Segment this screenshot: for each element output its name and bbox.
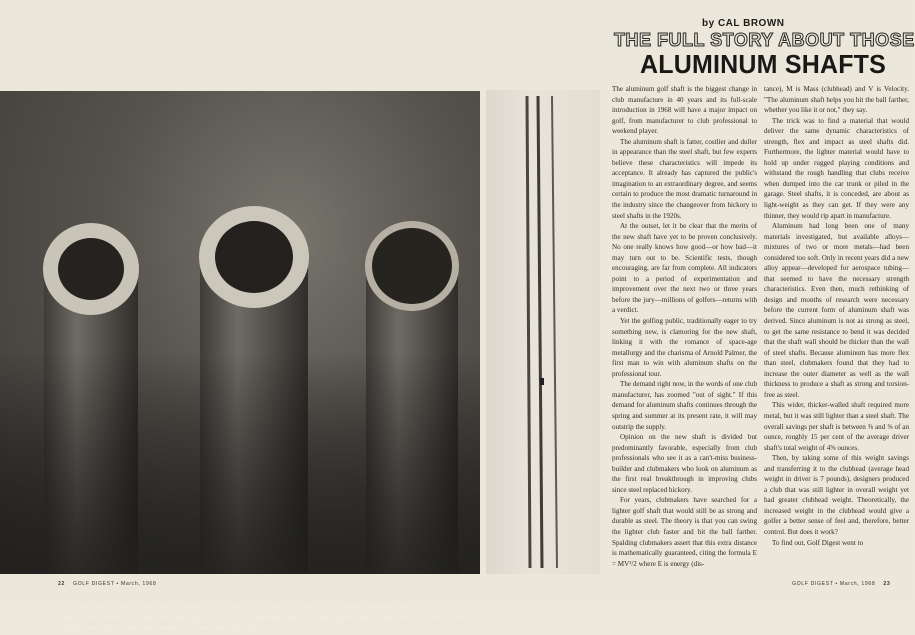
- true-temper-shaft-bore: [215, 221, 293, 293]
- headline: ALUMINUM SHAFTS: [640, 50, 887, 80]
- true-temper-full-shaft: [538, 96, 542, 568]
- paragraph: The demand right now, in the words of one club manufacturer, has zoomed "out of sight." If this demand for aluminum shafts continues through the spring and summer at its present rate, it will may outstrip the supply.: [612, 380, 757, 431]
- footer-left-text: GOLF DIGEST • March, 1968: [73, 581, 157, 587]
- paragraph: Then, by taking some of this weight savings and transferring it to the clubhead (average head weight in driver is 7 pounds), designers produced a club that was still lighter in overall weight yet had greater clubhead weight. Theoretically, the increased weight in the clubhead would give a golfer a better sense of feel and, therefore, better control. But does it work?: [764, 454, 909, 536]
- paragraph: To find out, Golf Digest went to: [772, 538, 864, 547]
- full-shafts-illustration: [486, 90, 600, 574]
- article-column-1: [612, 84, 757, 582]
- page-number-right: 23: [883, 581, 891, 587]
- footer-right-text: GOLF DIGEST • March, 1968: [792, 581, 876, 587]
- byline: by CAL BROWN: [702, 18, 785, 29]
- footer-right: [792, 581, 896, 587]
- paragraph: This wider, thicker-walled shaft required more metal, but it was still lighter than a steel shaft. The overall savings per shaft is between ⅜ and ⅝ of an ounce, roughly 15 per cent of the average driver shaft's total weight of 4⅝ ounces.: [764, 401, 909, 452]
- shaft-tips-illustration: [0, 91, 480, 574]
- photo-shadow: [0, 351, 480, 574]
- headline-outline: THE FULL STORY ABOUT THOSE: [614, 30, 915, 50]
- paragraph: tance), M is Mass (clubhead) and V is Velocity. "The aluminum shaft helps you hit the ball farther, whether you like it or not," they say.: [764, 85, 909, 115]
- page-number-left: 22: [58, 581, 65, 587]
- steel-shaft-bore: [372, 228, 452, 304]
- paragraph: Opinion on the new shaft is divided but predominantly favorable, especially from club professionals who see it as a can't-miss business-builder and clubmakers who look on aluminum as the first real breakthrough in improving clubs since steel replaced hickory.: [612, 433, 757, 494]
- paragraph: The trick was to find a material that would deliver the same dynamic characteristics of strength, flex and impact as steel shafts did. Furthermore, the lighter material would have to hold up under rugged playing conditions and withstand the rough handling that clubs receive when dumped into the car trunk or piled in the garage. Steel shafts, it is conceded, are about as light-weight as they can get. If they were any thinner, they would rip apart in manufacture.: [764, 116, 909, 220]
- paragraph: Aluminum had long been one of many materials investigated, but available alloys—mixtures of two or more metals—had been considered too soft. Only in recent years did a new alloy appear—developed for aerospace tubing—that seemed to have the necessary strength characteristics. Even then, much rethinking of design and months of research were necessary before the current form of aluminum shaft was derived. Since aluminum is not as strong as steel, to get the same resistance to bend it was decided that the shaft wall should be thicker than the wall of steel shafts. Because aluminum has more flex than steel, clubmakers found that they had to increase the outer diameter as well as the wall thickness to produce a shaft as strong and torsion-free as steel.: [764, 222, 909, 399]
- lefiell-full-shaft: [527, 96, 530, 568]
- article-column-2: [764, 84, 909, 582]
- photo-caption: This closeup photo of their tip ends shows the difference in wall thickness and diameter between the two leading aluminum shafts (LeFiell's at left, True Temper's in the center) and a typical steel shaft (right). Both LeFiell's smooth shaft and True Temper's tapered one (left and center respectively in photo at right) are less shiny and weigh less than the present steel shaft at far right.: [58, 604, 478, 633]
- paragraph: The aluminum golf shaft is the biggest change in club manufacture in 40 years and its full-scale introduction in 1968 will have a major impact on golf, from manufacturer to club professional to weekend player.: [612, 85, 757, 136]
- paragraph: The aluminum shaft is fatter, costlier and duller in appearance than the steel shaft, but few experts believe these characteristics will impede its acceptance. It already has captured the public's imagination to an extraordinary degree, and seems certain to produce the most dramatic turnaround in the industry since the changeover from hickory to steel shafts in the 1920s.: [612, 137, 757, 220]
- paragraph: For years, clubmakers have searched for a lighter golf shaft that would still be as strong and durable as steel. The theory is that you can swing the lighter club faster and hit the ball farther. Spalding clubmakers assert that this extra distance is mathematically guaranteed, citing the formula E = MV²/2 where E is energy (dis-: [612, 496, 757, 568]
- shaft-band: [540, 378, 544, 385]
- steel-full-shaft: [552, 96, 557, 568]
- footer-left: [52, 581, 156, 587]
- paragraph: At the outset, let it be clear that the merits of the new shaft have yet to be proven conclusively. No one really knows how good—or how bad—it may turn out to be. Scientific tests, though encouraging, are far from complete. All indicators point to a period of experimentation and improvement over the next two or three years before the jury—millions of golfers—returns with a verdict.: [612, 222, 757, 315]
- lefiell-shaft-bore: [58, 238, 124, 300]
- full-shafts-photo: [486, 90, 600, 574]
- paragraph: Yet the golfing public, traditionally eager to try something new, is clamoring for the new shaft, linking it with the romance of space-age metallurgy and the charisma of Arnold Palmer, the first man to win with aluminum shafts on the professional tour.: [612, 317, 757, 378]
